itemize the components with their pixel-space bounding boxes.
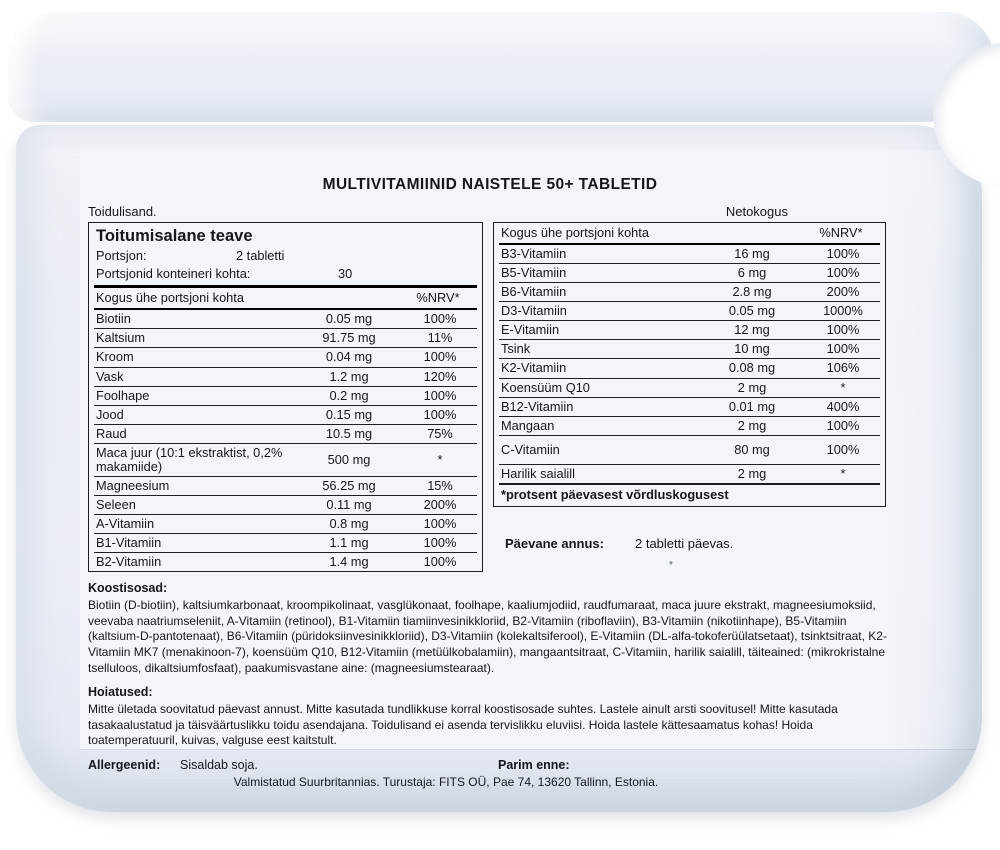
nutrient-row: [499, 358, 880, 377]
nutrient-row: [94, 476, 477, 495]
nutrient-nrv: 100%: [423, 535, 457, 551]
nutrient-name: K2-Vitamiin: [501, 360, 567, 376]
nutrient-nrv: 15%: [427, 477, 453, 493]
header-amount-per-serving: Kogus ühe portsjoni kohta: [96, 290, 244, 306]
nutrient-amount: 16 mg: [734, 246, 770, 262]
nutrient-amount: 0.8 mg: [329, 516, 369, 532]
warnings-heading: Hoiatused:: [88, 685, 153, 700]
nutrient-rows: [499, 245, 880, 483]
nutrient-nrv: 106%: [826, 360, 860, 376]
daily-dose-value: 2 tabletti päevas.: [635, 535, 734, 551]
nutrient-row: [94, 386, 477, 405]
allergens-value: Sisaldab soja.: [180, 757, 258, 772]
nutrient-row: [94, 495, 477, 514]
nutrient-row: [94, 514, 477, 533]
nutrient-name: Seleen: [96, 496, 136, 512]
nutrition-table-right: [493, 222, 886, 507]
nutrient-amount: 0.05 mg: [728, 303, 776, 319]
nutrient-nrv: 100%: [826, 246, 860, 262]
nrv-footnote: *protsent päevasest võrdluskogusest: [499, 483, 880, 506]
nutrient-name: B5-Vitamiin: [501, 265, 567, 281]
nutrient-name: Magneesium: [96, 477, 170, 493]
nutrient-name: Koensüüm Q10: [501, 379, 590, 395]
nutrient-nrv: 100%: [423, 349, 457, 365]
nutrient-name: Vask: [96, 368, 124, 384]
nutrient-amount: 80 mg: [734, 441, 770, 457]
nutrient-amount: 0.15 mg: [325, 406, 373, 422]
nutrient-name: Mangaan: [501, 417, 555, 433]
nutrient-row: [94, 443, 477, 476]
nutrient-nrv: 75%: [427, 425, 453, 441]
nutrient-nrv: *: [437, 451, 443, 467]
nutrient-row: [499, 339, 880, 358]
header-amount-per-serving: Kogus ühe portsjoni kohta: [501, 225, 649, 240]
nutrient-nrv: 400%: [826, 398, 860, 414]
nutrient-name: B12-Vitamiin: [501, 398, 574, 414]
nutrient-name: B3-Vitamiin: [501, 246, 567, 262]
nutrient-name: Jood: [96, 406, 124, 422]
warnings-text: Mitte ületada soovitatud päevast annust. Mitte kasutada tundlikkuse korral koostisosade suhtes. Lastele ainult arsti soovitusel! Mitte kasutada tasakaalustatud ja täisväärtuslikku toidu asendajana. Toidulisand ei asenda tervislikku eluviisi. Hoida lastele kättesaamatus kohas! Hoida toatemperatuuril, kuivas, valguse eest kaitstult.: [88, 702, 838, 748]
nutrient-row: [94, 367, 477, 386]
nutrient-amount: 2 mg: [737, 379, 767, 395]
nutrient-nrv: 100%: [826, 341, 860, 357]
nutrient-name: Maca juur (10:1 ekstraktist, 0,2% makamiide): [96, 444, 283, 474]
serving-size-label: Portsjon:: [96, 248, 147, 264]
nutrient-row: [499, 245, 880, 263]
nutrient-nrv: *: [840, 379, 846, 395]
nutrient-name: A-Vitamiin: [96, 516, 155, 532]
nutrient-row: [94, 328, 477, 347]
nutrient-row: [499, 320, 880, 339]
nutrient-row: [499, 263, 880, 282]
nutrient-name: B2-Vitamiin: [96, 554, 162, 570]
asterisk-mark: *: [669, 559, 673, 571]
nutrient-name: B1-Vitamiin: [96, 535, 162, 551]
nutrient-row: [499, 435, 880, 464]
nutrient-nrv: 100%: [826, 441, 860, 457]
nutrient-nrv: 100%: [423, 311, 457, 327]
table-header: [94, 288, 477, 310]
nutrient-row: [94, 405, 477, 424]
nutrient-row: [94, 552, 477, 571]
nutrient-nrv: 100%: [423, 387, 457, 403]
header-nrv: %NRV*: [416, 290, 460, 306]
serving-size-row: [94, 247, 477, 265]
nutrient-nrv: 120%: [423, 368, 457, 384]
nutrient-amount: 91.75 mg: [322, 330, 376, 346]
nutrient-nrv: *: [840, 465, 846, 481]
nutrient-row: [499, 416, 880, 435]
allergen-row: [88, 758, 892, 772]
nutrient-name: Biotiin: [96, 311, 131, 327]
nutrient-row: [94, 347, 477, 366]
nutrient-row: [94, 310, 477, 328]
header-nrv: %NRV*: [819, 225, 863, 240]
nutrient-amount: 0.05 mg: [325, 311, 373, 327]
manufacturer-line: Valmistatud Suurbritannias. Turustaja: FITS OÜ, Pae 74, 13620 Tallinn, Estonia.: [233, 774, 659, 789]
nutrient-nrv: 200%: [423, 496, 457, 512]
tub-lid: [8, 12, 994, 122]
nutrient-name: C-Vitamiin: [501, 441, 560, 457]
nutrient-amount: 0.08 mg: [728, 360, 776, 376]
nutrient-row: [499, 301, 880, 320]
best-before-label: Parim enne:: [498, 757, 570, 772]
nutrient-row: [94, 424, 477, 443]
label-meta-row: [88, 204, 892, 219]
label-content: [88, 176, 892, 789]
ingredients-text: Biotiin (D-biotiin), kaltsiumkarbonaat, kroompikolinaat, vasglükonaat, foolhape, kaaliumjodiid, raudfumaraat, maca juure ekstrakt, magneesiumoksiid, veevaba naatriumseleniit, A-Vitamiin (retinool), B1-Vitamiin tiamiinvesinikkloriid, B2-Vitamiin (riboflaviin), B3-Vitamiin (nikotiinhape), B5-Vitamiin (kaltsium-D-pantotenaat), B6-Vitamiin (püridoksiinvesinikkloriid), D3-Vitamiin (kolekaltsiferool), E-Vitamiin (DL-alfa-tokoferüülatsetaat), tsinktsitraat, K2-Vitamiin MK7 (menakinoon-7), koensüüm Q10, B12-Vitamiin (metüülkobalamiin), mangaantsitraat, C-Vitamiin, harilik saialill, täiteained: (mikrokristalne tselluloos, dikaltsiumfosfaat), paakumisvastane aine: (magneesiumstearaat).: [88, 598, 887, 675]
nutrient-row: [499, 464, 880, 483]
nutrient-nrv: 100%: [826, 322, 860, 338]
nutrient-row: [94, 533, 477, 552]
nutrient-nrv: 100%: [423, 406, 457, 422]
nutrient-amount: 56.25 mg: [322, 477, 376, 493]
nutrient-amount: 12 mg: [734, 322, 770, 338]
nutrient-amount: 0.2 mg: [329, 387, 369, 403]
nutrient-amount: 500 mg: [327, 451, 371, 467]
nutrient-nrv: 1000%: [823, 303, 863, 319]
nutrient-nrv: 11%: [427, 330, 453, 346]
nutrient-amount: 6 mg: [737, 265, 767, 281]
nutrient-row: [499, 378, 880, 397]
nutrient-rows: [94, 310, 477, 571]
nutrient-name: Harilik saialill: [501, 465, 575, 481]
nutrient-nrv: 100%: [423, 554, 457, 570]
net-quantity-label: Netokogus: [725, 204, 788, 219]
serving-size-value: 2 tabletti: [236, 248, 285, 264]
servings-per-container-value: 30: [338, 266, 353, 282]
category-label: Toidulisand.: [88, 204, 157, 219]
nutrient-name: Tsink: [501, 341, 531, 357]
nutrient-name: Foolhape: [96, 387, 150, 403]
nutrient-amount: 1.1 mg: [329, 535, 369, 551]
daily-dose-label: Päevane annus:: [505, 535, 604, 551]
nutrient-name: B6-Vitamiin: [501, 284, 567, 300]
ingredients-heading: Koostisosad:: [88, 581, 168, 596]
nutrition-facts-title: Toitumisalane teave: [96, 227, 253, 245]
ingredients-section: [88, 581, 892, 676]
nutrient-amount: 10.5 mg: [325, 425, 373, 441]
nutrient-name: D3-Vitamiin: [501, 303, 567, 319]
warnings-section: [88, 685, 892, 749]
nutrient-amount: 2.8 mg: [732, 284, 772, 300]
nutrient-row: [499, 397, 880, 416]
nutrient-name: E-Vitamiin: [501, 322, 560, 338]
right-column: [493, 222, 892, 571]
supplement-label: [80, 150, 976, 789]
servings-per-container-label: Portsjonid konteineri kohta:: [96, 266, 251, 282]
nutrient-name: Kroom: [96, 349, 134, 365]
nutrient-name: Kaltsium: [96, 330, 146, 346]
product-title: MULTIVITAMIINID NAISTELE 50+ TABLETID: [322, 176, 658, 193]
nutrient-amount: 1.2 mg: [329, 368, 369, 384]
nutrient-nrv: 100%: [423, 516, 457, 532]
nutrient-amount: 2 mg: [737, 417, 767, 433]
nutrient-amount: 10 mg: [734, 341, 770, 357]
nutrient-amount: 1.4 mg: [329, 554, 369, 570]
nutrient-nrv: 100%: [826, 265, 860, 281]
nutrient-row: [499, 282, 880, 301]
table-header: [499, 223, 880, 245]
allergens-label: Allergeenid:: [88, 757, 161, 772]
nutrient-amount: 0.01 mg: [728, 398, 776, 414]
nutrient-nrv: 200%: [826, 284, 860, 300]
servings-per-container-row: [94, 265, 477, 288]
nutrient-amount: 0.04 mg: [325, 349, 373, 365]
daily-dose-row: [493, 535, 892, 571]
nutrition-tables: [88, 222, 892, 572]
nutrient-name: Raud: [96, 425, 127, 441]
nutrient-nrv: 100%: [826, 417, 860, 433]
nutrition-table-left: [88, 222, 483, 572]
nutrient-amount: 2 mg: [737, 465, 767, 481]
nutrient-amount: 0.11 mg: [326, 496, 372, 512]
